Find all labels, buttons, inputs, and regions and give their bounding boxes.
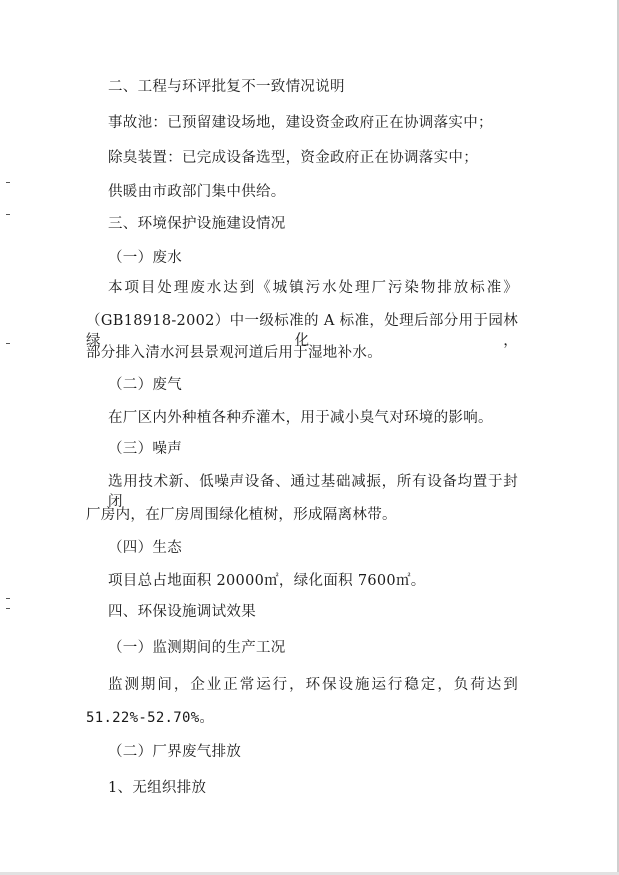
paragraph-deodorizer: 除臭装置：已完成设备选型，资金政府正在协调落实中； bbox=[108, 150, 478, 166]
paragraph-noise-2: 厂房内，在厂房周围绿化植树，形成隔离林带。 bbox=[86, 507, 397, 523]
paragraph-production-1: 监测期间，企业正常运行，环保设施运行稳定，负荷达到 bbox=[108, 677, 518, 693]
scan-mark bbox=[6, 182, 10, 183]
paragraph-wastewater-2: （GB18918-2002）中一级标准的 A 标准，处理后部分用于园林绿化， bbox=[86, 313, 518, 349]
subheading-fugitive: 1、无组织排放 bbox=[108, 780, 207, 796]
scan-mark bbox=[6, 343, 10, 344]
section-heading-2: 二、工程与环评批复不一致情况说明 bbox=[108, 79, 345, 95]
subheading-boundary-gas: （二）厂界废气排放 bbox=[108, 744, 242, 760]
subheading-wastewater: （一）废水 bbox=[108, 250, 182, 266]
scan-mark bbox=[6, 598, 10, 599]
paragraph-wastewater-1: 本项目处理废水达到《城镇污水处理厂污染物排放标准》 bbox=[108, 280, 518, 296]
paragraph-noise-1: 选用技术新、低噪声设备、通过基础减振，所有设备均置于封闭 bbox=[108, 474, 518, 510]
subheading-production: （一）监测期间的生产工况 bbox=[108, 640, 286, 656]
scan-mark bbox=[6, 608, 10, 609]
paragraph-accident-pool: 事故池：已预留建设场地，建设资金政府正在协调落实中； bbox=[108, 115, 493, 131]
subheading-exhaust: （二）废气 bbox=[108, 377, 182, 393]
scan-mark bbox=[6, 214, 10, 215]
paragraph-heating: 供暖由市政部门集中供给。 bbox=[108, 184, 286, 200]
section-heading-3: 三、环境保护设施建设情况 bbox=[108, 216, 286, 232]
subheading-ecology: （四）生态 bbox=[108, 540, 182, 556]
paragraph-production-2: 51.22%-52.70%。 bbox=[86, 710, 214, 726]
subheading-noise: （三）噪声 bbox=[108, 441, 182, 457]
paragraph-wastewater-3: 部分排入清水河县景观河道后用于湿地补水。 bbox=[86, 345, 382, 361]
section-heading-4: 四、环保设施调试效果 bbox=[108, 604, 256, 620]
paragraph-ecology: 项目总占地面积 20000㎡，绿化面积 7600㎡。 bbox=[108, 573, 426, 589]
paragraph-exhaust: 在厂区内外种植各种乔灌木，用于减小臭气对环境的影响。 bbox=[108, 410, 493, 426]
